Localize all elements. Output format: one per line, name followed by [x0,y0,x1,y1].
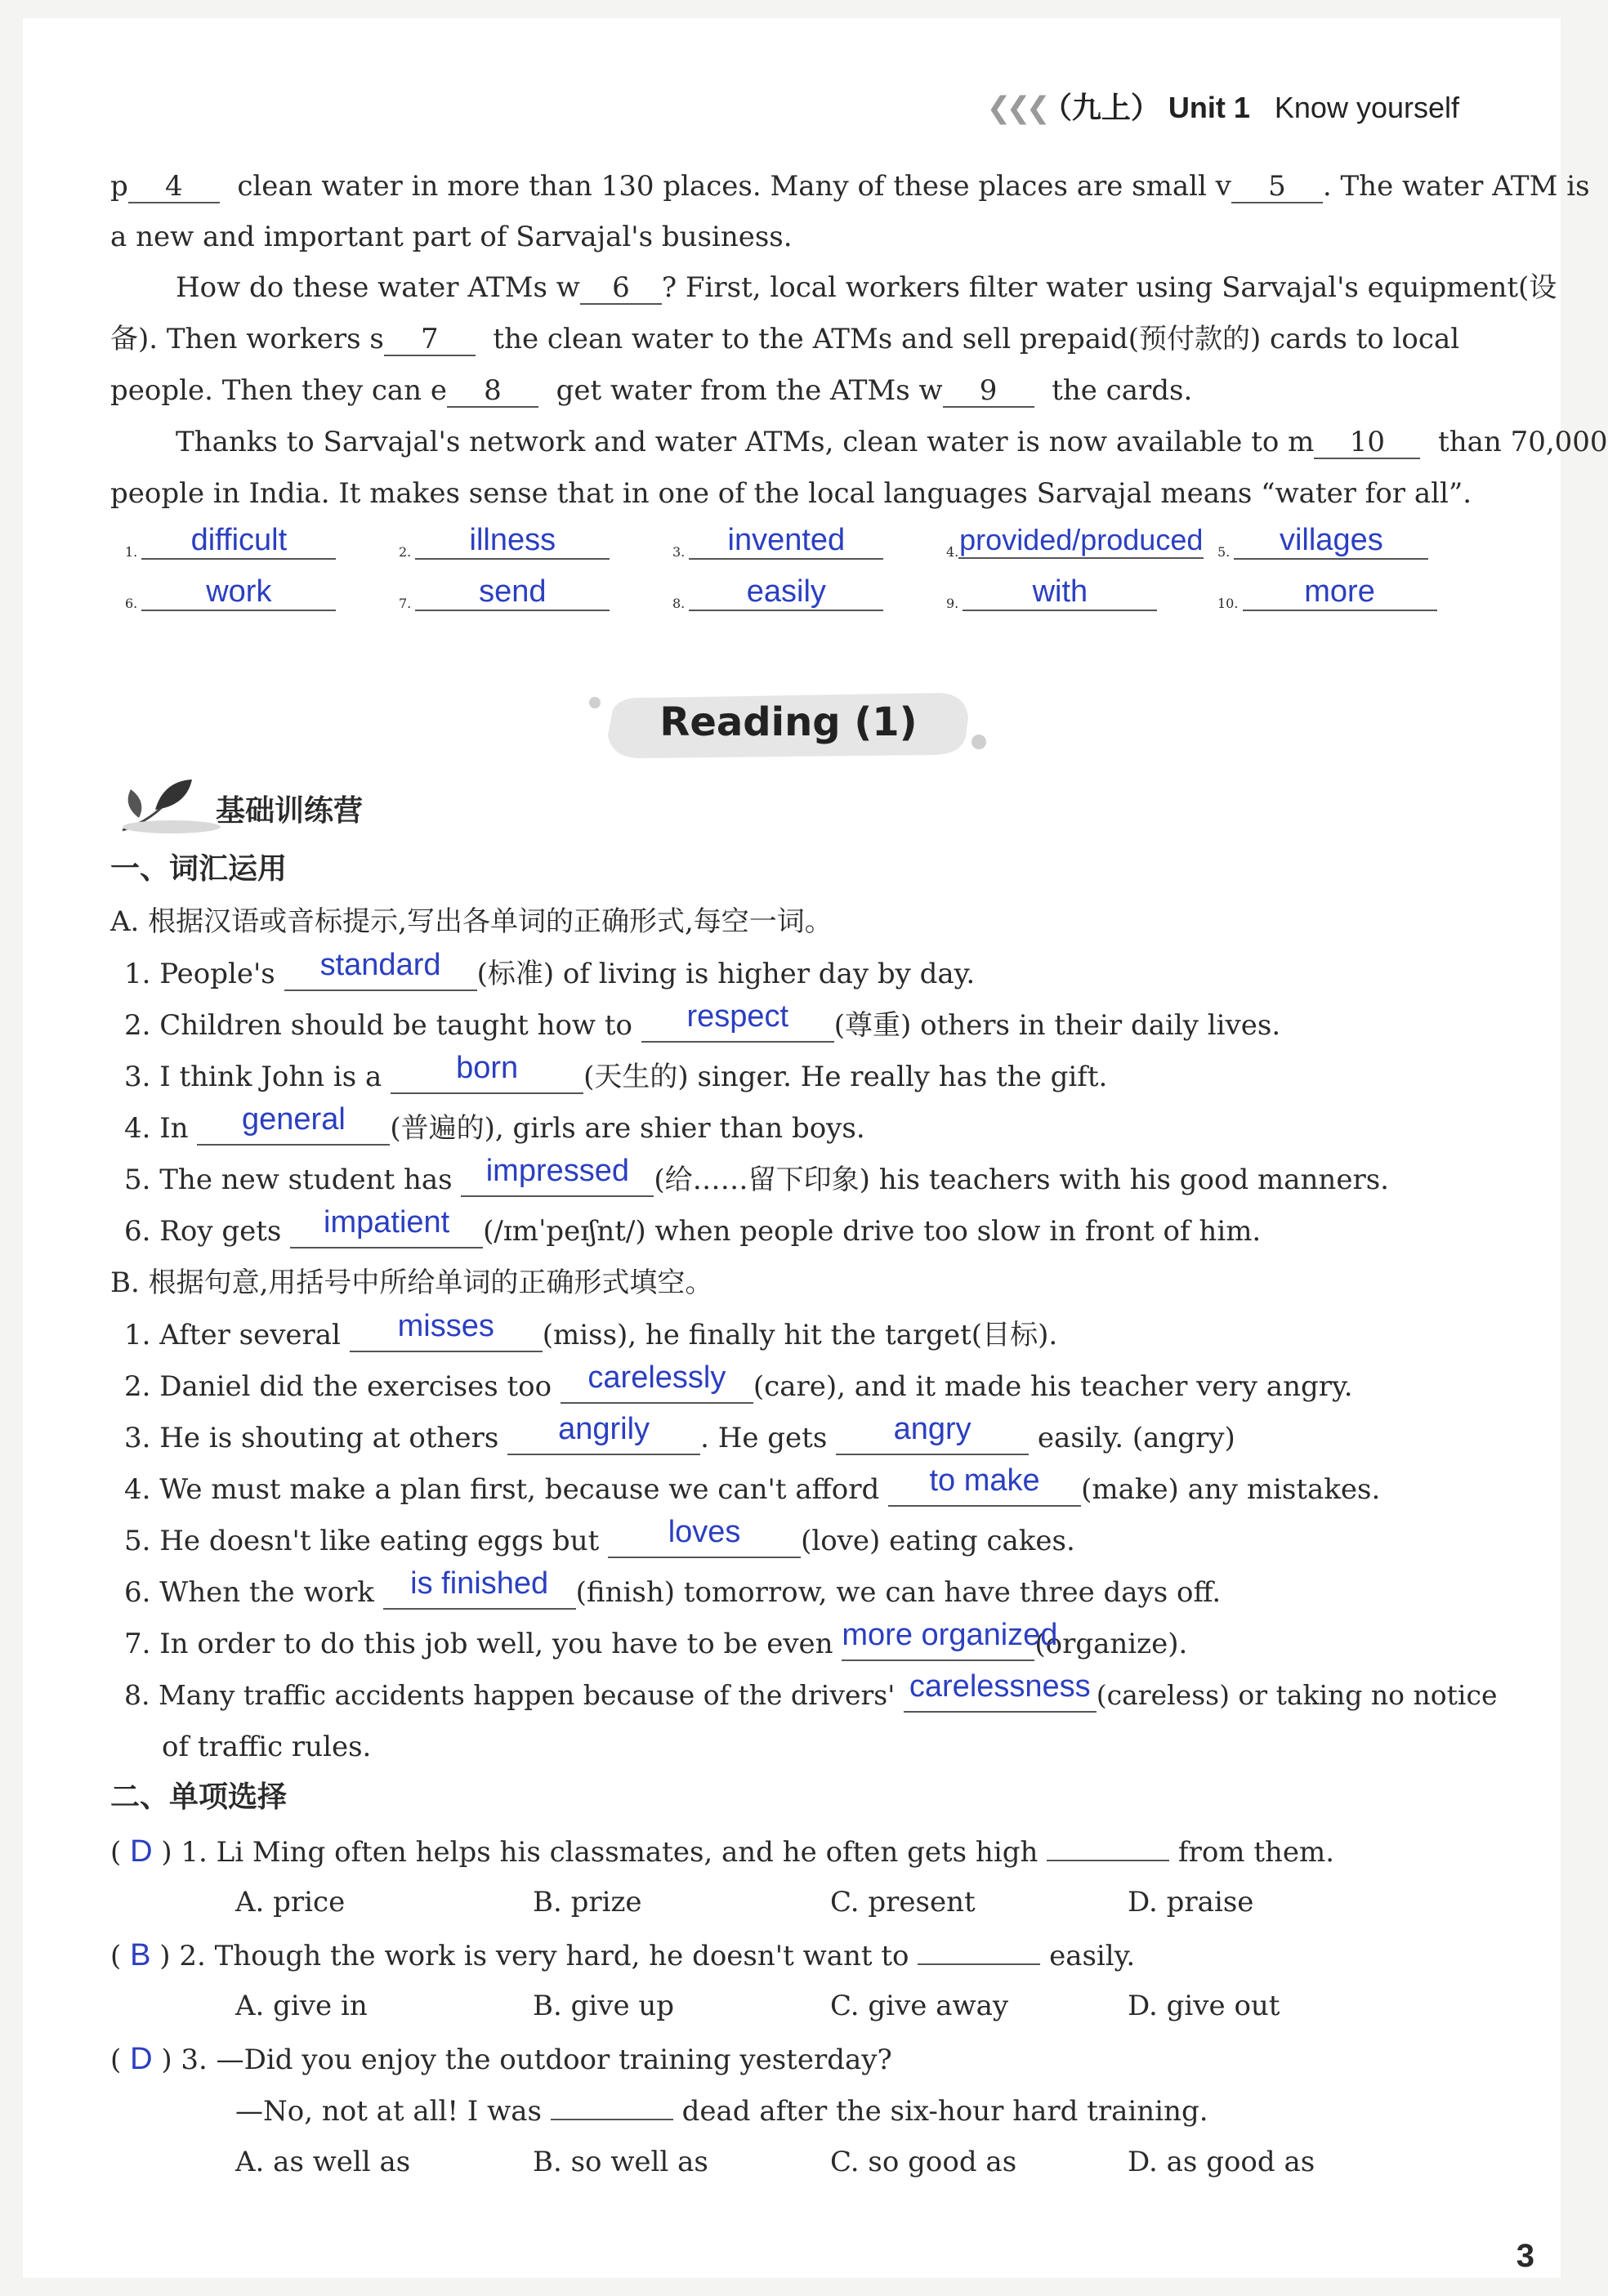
blank-4: 4 [128,171,220,203]
blank-8: 8 [447,375,538,408]
A-item-3: 3. I think John is a born (天生的) singer. He really has the gift. [124,1051,1108,1093]
mc-question-3: ( D ) 3. —Did you enjoy the outdoor training yesterday? [110,2042,892,2076]
answer-10: 10. more [1217,581,1437,618]
passage-line-6: Thanks to Sarvajal's network and water ATMs, clean water is now available to m 10 than 70,000 [176,426,1608,458]
mc-answer-1: D [130,1834,153,1869]
answer-3: 3. invented [672,529,883,566]
B-item-8: 8. Many traffic accidents happen because of the drivers' carelessness (careless) or taking no notice [124,1669,1498,1711]
answer-1: 1. difficult [125,529,336,566]
A-item-2: 2. Children should be taught how to respect (尊重) others in their daily lives. [124,999,1281,1042]
reading-banner [588,685,989,766]
A-item-4: 4. In general (普遍的), girls are shier than boys. [124,1102,865,1145]
answer-6: 6. work [125,581,336,618]
B-item-7: 7. In order to do this job well, you have to be even more organized(organize). [124,1618,1188,1660]
chevrons-icon: ❮❮❮ [986,91,1046,124]
part2-title: 二、单项选择 [110,1780,288,1814]
camp-title: 基础训练营 [216,794,364,828]
mc-question-1: ( D ) 1. Li Ming often helps his classmates, and he often gets high from them. [110,1834,1335,1869]
A-item-5: 5. The new student has impressed (给……留下印象) his teachers with his good manners. [124,1154,1389,1196]
partA-instruction: A. 根据汉语或音标提示,写出各单词的正确形式,每空一词。 [110,905,833,938]
mc3-option-d: D. as good as [1128,2146,1315,2178]
passage-line-1: p 4 clean water in more than 130 places. Many of these places are small v 5 . The water ATM is [110,170,1590,203]
banner-title: Reading (1) [659,699,918,745]
mc-question-3-line2: —No, not at all! I was dead after the six-hour hard training. [235,2095,1208,2128]
mc1-option-c: C. present [830,1886,976,1919]
mc3-option-a: A. as well as [235,2146,411,2178]
page-number: 3 [1516,2238,1534,2274]
answer-2: 2. illness [399,529,610,566]
B-item-6: 6. When the work is finished (finish) tomorrow, we can have three days off. [124,1566,1222,1609]
part1-title: 一、词汇运用 [110,852,288,886]
B-item-5: 5. He doesn't like eating eggs but loves (love) eating cakes. [124,1515,1075,1557]
partB-instruction: B. 根据句意,用括号中所给单词的正确形式填空。 [110,1266,713,1299]
mc2-option-a: A. give in [235,1990,368,2022]
header-unit: Unit 1 [1168,91,1250,124]
page-header [986,85,1459,127]
B-item-3: 3. He is shouting at others angrily . He gets angry easily. (angry) [124,1412,1235,1454]
blank-9: 9 [943,375,1034,408]
A-item-1: 1. People's standard (标准) of living is higher day by day. [124,948,976,990]
A-item-6: 6. Roy gets impatient (/ɪmˈpeɪʃnt/) when people drive too slow in front of him. [124,1205,1262,1248]
camp-heading [114,773,364,842]
mc2-option-b: B. give up [533,1990,675,2022]
passage-line-3: How do these water ATMs w 6 ? First, local workers filter water using Sarvajal's equipment(设 [176,271,1557,304]
passage-line-7: people in India. It makes sense that in one of the local languages Sarvajal means “water for all”. [110,477,1472,510]
B-item-8-cont: of traffic rules. [162,1731,372,1763]
blank-7: 7 [384,324,476,356]
answer-4: 4.provided/produced [946,523,1204,560]
B-item-2: 2. Daniel did the exercises too carelessly (care), and it made his teacher very angry. [124,1360,1353,1403]
mc2-option-d: D. give out [1128,1990,1280,2022]
passage-line-2: a new and important part of Sarvajal's business. [110,221,793,253]
answer-7: 7. send [399,581,610,618]
leaf-icon [114,773,221,838]
mc1-option-d: D. praise [1128,1886,1254,1919]
answer-8: 8. easily [672,581,883,618]
passage-line-5: people. Then they can e 8 get water from the ATMs w 9 the cards. [110,374,1193,407]
mc-answer-2: B [130,1938,151,1972]
mc2-option-c: C. give away [830,1990,1009,2022]
header-grade: （九上） [1056,91,1160,124]
B-item-4: 4. We must make a plan first, because we can't afford to make (make) any mistakes. [124,1463,1381,1506]
blank-10: 10 [1314,427,1420,459]
answer-9: 9. with [946,581,1157,618]
blank-6: 6 [580,272,662,305]
passage-line-4: 备). Then workers s 7 the clean water to the ATMs and sell prepaid(预付款的) cards to local [110,323,1460,355]
B-item-1: 1. After several misses (miss), he finally hit the target(目标). [124,1309,1058,1351]
mc3-option-b: B. so well as [533,2146,708,2178]
mc-question-2: ( B ) 2. Though the work is very hard, he doesn't want to easily. [110,1938,1136,1972]
mc1-option-a: A. price [235,1886,346,1919]
mc3-option-c: C. so good as [830,2146,1017,2178]
mc-answer-3: D [130,2042,153,2076]
blank-5: 5 [1231,171,1323,203]
header-title: Know yourself [1274,91,1459,124]
mc1-option-b: B. prize [533,1886,642,1919]
answer-5: 5. villages [1217,529,1428,566]
